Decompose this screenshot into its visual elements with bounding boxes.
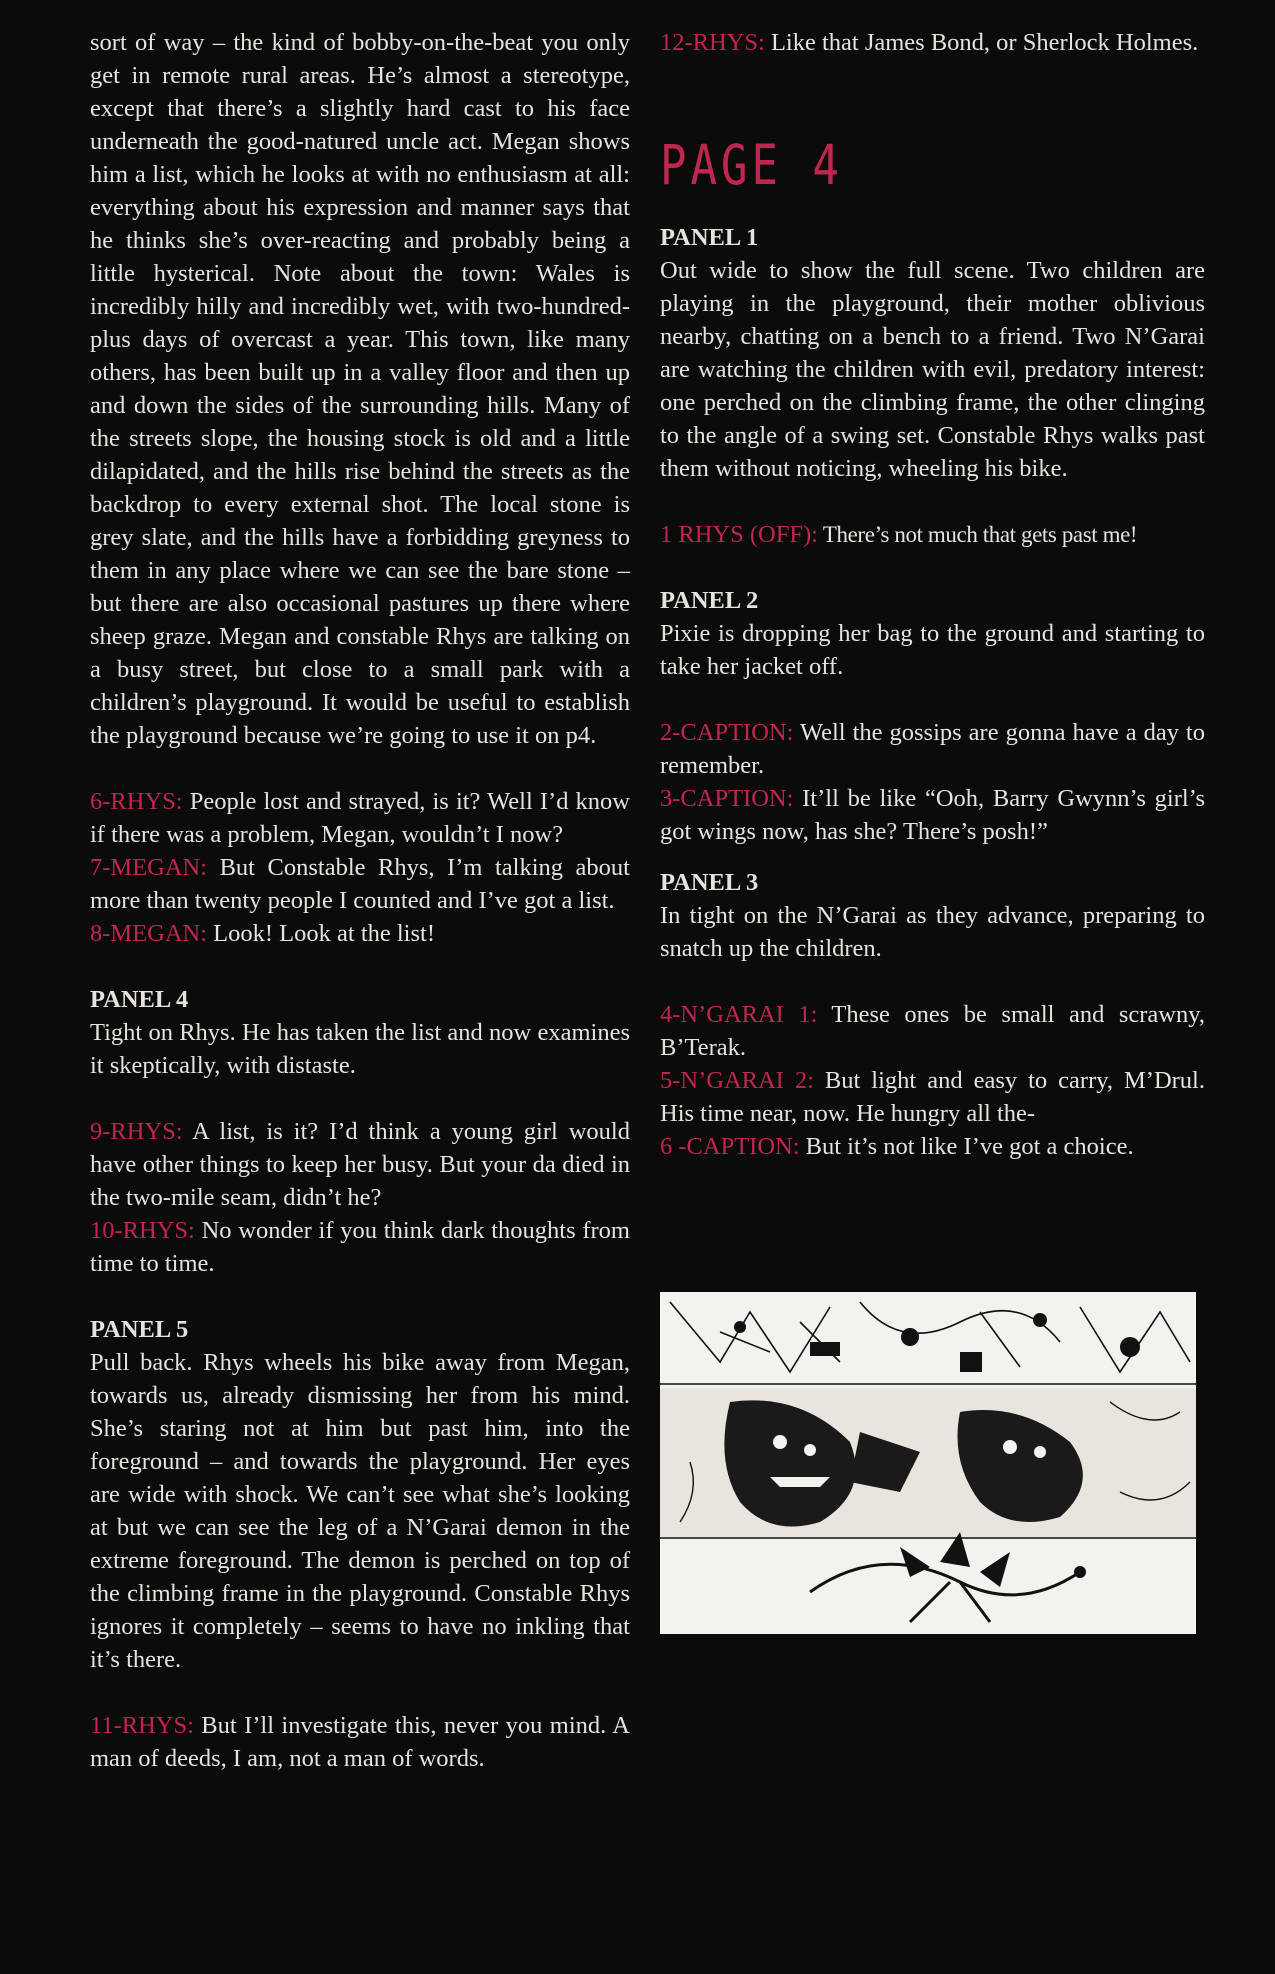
- dialogue-text: It’ll be like “Ooh, Barry Gwynn’s girl’s got wings now, has she? There’s posh!”: [660, 785, 1205, 845]
- dialogue-text: No wonder if you think dark thoughts from time to time.: [90, 1217, 630, 1277]
- left-column: [90, 26, 630, 1775]
- dialogue-block: [660, 998, 1205, 1163]
- dialogue-text: There’s not much that gets past me!: [817, 522, 1138, 547]
- speaker-label: 5-N’GARAI 2:: [660, 1067, 814, 1094]
- dialogue-line: [90, 1709, 630, 1775]
- panel-description: Pull back. Rhys wheels his bike away from Megan, towards us, already dismissing her from his mind. She’s staring not at him but past him, into the foreground – and towards the playground. Her eyes are wide with shock. We can’t see what she’s looking at but we can see the leg of a N’Garai demon in the extreme foreground. The demon is perched on top of the climbing frame in the playground. Constable Rhys ignores it completely – seems to have no inkling that it’s there.: [90, 1349, 630, 1673]
- dialogue-line: [90, 1214, 630, 1280]
- comic-art-sketch: [660, 1292, 1196, 1634]
- speaker-label: 6 -CAPTION:: [660, 1133, 800, 1160]
- speaker-label: 6-RHYS:: [90, 788, 183, 815]
- dialogue-text: People lost and strayed, is it? Well I’d know if there was a problem, Megan, wouldn’t I now?: [90, 788, 630, 848]
- panel-description: Pixie is dropping her bag to the ground and starting to take her jacket off.: [660, 620, 1205, 680]
- speaker-label: 8-MEGAN:: [90, 920, 208, 947]
- speaker-label: 9-RHYS:: [90, 1118, 183, 1145]
- dialogue-block: [90, 785, 630, 950]
- speaker-label: 11-RHYS:: [90, 1712, 194, 1739]
- dialogue-line: [660, 716, 1205, 782]
- dialogue-text: Look! Look at the list!: [207, 920, 435, 947]
- speaker-label: 2-CAPTION:: [660, 719, 794, 746]
- dialogue-line: [90, 1115, 630, 1214]
- dialogue-block: [660, 716, 1205, 848]
- speaker-label: 10-RHYS:: [90, 1217, 195, 1244]
- dialogue-text: Like that James Bond, or Sherlock Holmes.: [764, 29, 1199, 56]
- speaker-label: 1 RHYS (OFF):: [660, 521, 818, 548]
- dialogue-block: [90, 1115, 630, 1280]
- dialogue-text: But light and easy to carry, M’Drul. His time near, now. He hungry all the-: [660, 1067, 1205, 1127]
- speaker-label: 4-N’GARAI 1:: [660, 1001, 818, 1028]
- dialogue-line: [660, 518, 1205, 551]
- panel-heading: PANEL 1: [660, 224, 759, 251]
- dialogue-line: [90, 917, 630, 950]
- dialogue-line: [660, 998, 1205, 1064]
- dialogue-block: [660, 518, 1205, 551]
- dialogue-line: [660, 782, 1205, 848]
- speaker-label: 7-MEGAN:: [90, 854, 208, 881]
- dialogue-text: A list, is it? I’d think a young girl would have other things to keep her busy. But your da died in the two-mile seam, didn’t he?: [90, 1118, 630, 1211]
- comic-art-thumbnail: [660, 1292, 1196, 1634]
- dialogue-line: [90, 851, 630, 917]
- panel-heading: PANEL 4: [90, 986, 189, 1013]
- panel-description: In tight on the N’Garai as they advance, preparing to snatch up the children.: [660, 902, 1205, 962]
- dialogue-text: But it’s not like I’ve got a choice.: [799, 1133, 1134, 1160]
- dialogue-block: [660, 26, 1205, 59]
- dialogue-text: But Constable Rhys, I’m talking about more than twenty people I counted and I’ve got a list.: [90, 854, 630, 914]
- dialogue-line: [660, 26, 1205, 59]
- page-title: PAGE 4: [660, 134, 843, 198]
- dialogue-line: [90, 785, 630, 851]
- right-column: [660, 26, 1205, 1163]
- panel-heading: PANEL 3: [660, 869, 759, 896]
- speaker-label: 12-RHYS:: [660, 29, 765, 56]
- dialogue-text: But I’ll investigate this, never you mind. A man of deeds, I am, not a man of words.: [90, 1712, 630, 1772]
- dialogue-line: [660, 1064, 1205, 1130]
- dialogue-block: [90, 1709, 630, 1775]
- panel-description: Out wide to show the full scene. Two children are playing in the playground, their mother oblivious nearby, chatting on a bench to a friend. Two N’Garai are watching the children with evil, predatory interest: one perched on the climbing frame, the other clinging to the angle of a swing set. Constable Rhys walks past them without noticing, wheeling his bike.: [660, 257, 1205, 482]
- speaker-label: 3-CAPTION:: [660, 785, 794, 812]
- panel-heading: PANEL 2: [660, 587, 759, 614]
- panel-description: Tight on Rhys. He has taken the list and now examines it skeptically, with distaste.: [90, 1019, 630, 1079]
- scene-description: sort of way – the kind of bobby-on-the-beat you only get in remote rural areas. He’s almost a stereotype, except that there’s a slightly hard cast to his face underneath the good-natured uncle act. Megan shows him a list, which he looks at with no enthusiasm at all: everything about his expression and manner says that he thinks she’s over-reacting and probably being a little hysterical. Note about the town: Wales is incredibly hilly and incredibly wet, with two-hundred-plus days of overcast a year. This town, like many others, has been built up in a valley floor and then up and down the sides of the surrounding hills. Many of the streets slope, the housing stock is old and a little dilapidated, and the hills rise behind the streets as the backdrop to every external shot. The local stone is grey slate, and the hills have a forbidding greyness to them in any place where we can see the bare stone – but there are also occasional pastures up there where sheep graze. Megan and constable Rhys are talking on a busy street, but close to a small park with a children’s playground. It would be useful to establish the playground because we’re going to use it on p4.: [90, 29, 630, 749]
- dialogue-line: [660, 1130, 1205, 1163]
- dialogue-text: These ones be small and scrawny, B’Terak.: [660, 1001, 1205, 1061]
- panel-heading: PANEL 5: [90, 1316, 189, 1343]
- dialogue-text: Well the gossips are gonna have a day to remember.: [660, 719, 1205, 779]
